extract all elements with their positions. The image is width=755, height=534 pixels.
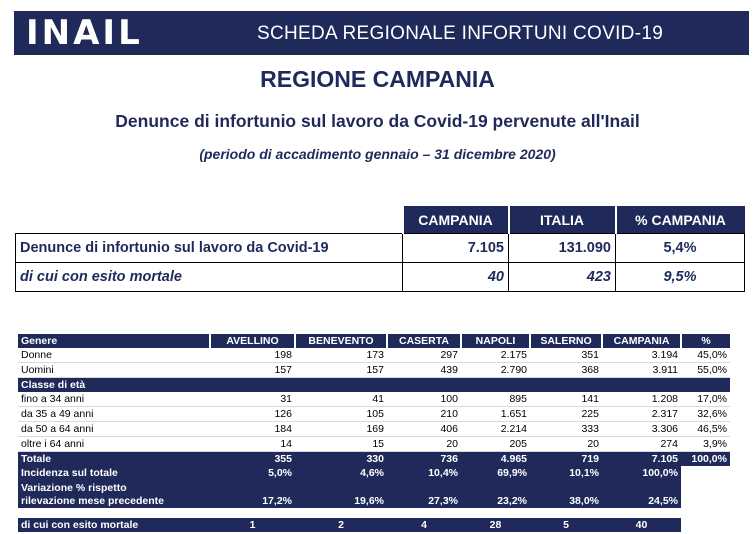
detail-col-avellino: AVELLINO [210,334,295,348]
detail-col-napoli: NAPOLI [461,334,530,348]
summary-cell-pct: 9,5% [616,263,745,292]
summary-header-blank [16,206,403,234]
cell: 3.306 [602,422,681,437]
cell: 3,9% [681,437,730,452]
detail-table [18,334,730,532]
summary-cell-italia: 131.090 [509,234,616,263]
cell: 4,6% [295,466,387,480]
cell: 2.214 [461,422,530,437]
cell: 157 [210,363,295,378]
cell: 2.790 [461,363,530,378]
summary-cell-pct: 5,4% [616,234,745,263]
cell: 225 [530,407,602,422]
variation-label-line2: rilevazione mese precedente [21,495,164,507]
cell: 45,0% [681,348,730,363]
variation-row [18,480,730,508]
cell: 736 [387,452,461,467]
report-subtitle: Denunce di infortunio sul lavoro da Covid-19 pervenute all'Inail [115,111,640,131]
cell: 3.194 [602,348,681,363]
cell: 895 [461,392,530,407]
table-row [18,348,730,363]
spacer [18,508,730,518]
cell: 41 [295,392,387,407]
header-banner [14,11,749,55]
cell: 15 [295,437,387,452]
cell: 2.317 [602,407,681,422]
cell: 205 [461,437,530,452]
cell: 100 [387,392,461,407]
cell: 368 [530,363,602,378]
region-title: REGIONE CAMPANIA [260,66,495,92]
table-row [18,363,730,378]
empty-cell [681,466,730,480]
cell: 23,2% [461,480,530,508]
cell: 4 [387,518,461,532]
cell: 141 [530,392,602,407]
row-label: Donne [18,348,210,363]
cell: 7.105 [602,452,681,467]
cell: 69,9% [461,466,530,480]
cell: 184 [210,422,295,437]
empty-cell [681,480,730,508]
cell: 10,1% [530,466,602,480]
cell: 40 [602,518,681,532]
row-label: da 35 a 49 anni [18,407,210,422]
cell: 100,0% [681,452,730,467]
cell: 46,5% [681,422,730,437]
cell: 1.208 [602,392,681,407]
table-row [18,407,730,422]
detail-col-benevento: BENEVENTO [295,334,387,348]
table-row [18,437,730,452]
cell: 14 [210,437,295,452]
row-label: oltre i 64 anni [18,437,210,452]
cell: 2.175 [461,348,530,363]
cell: 3.911 [602,363,681,378]
summary-col-campania: CAMPANIA [403,206,509,234]
summary-cell-campania: 7.105 [403,234,509,263]
cell: 28 [461,518,530,532]
row-label: Totale [18,452,210,467]
cell: 333 [530,422,602,437]
cell: 169 [295,422,387,437]
age-section-label: Classe di età [18,378,730,393]
cell: 274 [602,437,681,452]
cell: 27,3% [387,480,461,508]
summary-row-mortali [16,263,745,292]
cell: 210 [387,407,461,422]
detail-col-campania: CAMPANIA [602,334,681,348]
cell: 5,0% [210,466,295,480]
incidence-row [18,466,730,480]
total-row [18,452,730,467]
cell: 126 [210,407,295,422]
cell: 157 [295,363,387,378]
row-label: fino a 34 anni [18,392,210,407]
report-period: (periodo di accadimento gennaio – 31 dicembre 2020) [199,146,556,162]
detail-col-salerno: SALERNO [530,334,602,348]
cell: 1 [210,518,295,532]
cell: 198 [210,348,295,363]
cell: 10,4% [387,466,461,480]
age-section-row [18,378,730,393]
cell: 355 [210,452,295,467]
mortal-row [18,518,730,532]
cell: 31 [210,392,295,407]
cell: 439 [387,363,461,378]
summary-table [15,206,745,292]
summary-row-denunce [16,234,745,263]
cell: 297 [387,348,461,363]
detail-header-row [18,334,730,348]
cell: 17,0% [681,392,730,407]
detail-col-caserta: CASERTA [387,334,461,348]
cell: 17,2% [210,480,295,508]
cell: 24,5% [602,480,681,508]
cell: 2 [295,518,387,532]
banner-title: SCHEDA REGIONALE INFORTUNI COVID-19 [257,23,664,44]
cell: 5 [530,518,602,532]
row-label: da 50 a 64 anni [18,422,210,437]
cell: 330 [295,452,387,467]
cell: 1.651 [461,407,530,422]
spacer-row [18,508,730,518]
cell: 20 [530,437,602,452]
table-row [18,392,730,407]
row-label [18,480,210,508]
summary-cell-campania: 40 [403,263,509,292]
detail-col-pct: % [681,334,730,348]
summary-col-pct: % CAMPANIA [616,206,745,234]
row-label: Incidenza sul totale [18,466,210,480]
row-label: di cui con esito mortale [18,518,210,532]
summary-cell-italia: 423 [509,263,616,292]
table-row [18,422,730,437]
cell: 100,0% [602,466,681,480]
cell: 4.965 [461,452,530,467]
cell: 406 [387,422,461,437]
cell: 38,0% [530,480,602,508]
cell: 32,6% [681,407,730,422]
variation-label-line1: Variazione % rispetto [21,482,127,494]
inail-logo: INAIL [26,13,143,53]
summary-row-label: di cui con esito mortale [16,263,403,292]
summary-header-row [16,206,745,234]
empty-cell [681,518,730,532]
row-label: Uomini [18,363,210,378]
summary-col-italia: ITALIA [509,206,616,234]
cell: 351 [530,348,602,363]
cell: 20 [387,437,461,452]
cell: 55,0% [681,363,730,378]
cell: 173 [295,348,387,363]
summary-row-label: Denunce di infortunio sul lavoro da Covid-19 [16,234,403,263]
detail-col-genere: Genere [18,334,210,348]
cell: 19,6% [295,480,387,508]
cell: 719 [530,452,602,467]
cell: 105 [295,407,387,422]
